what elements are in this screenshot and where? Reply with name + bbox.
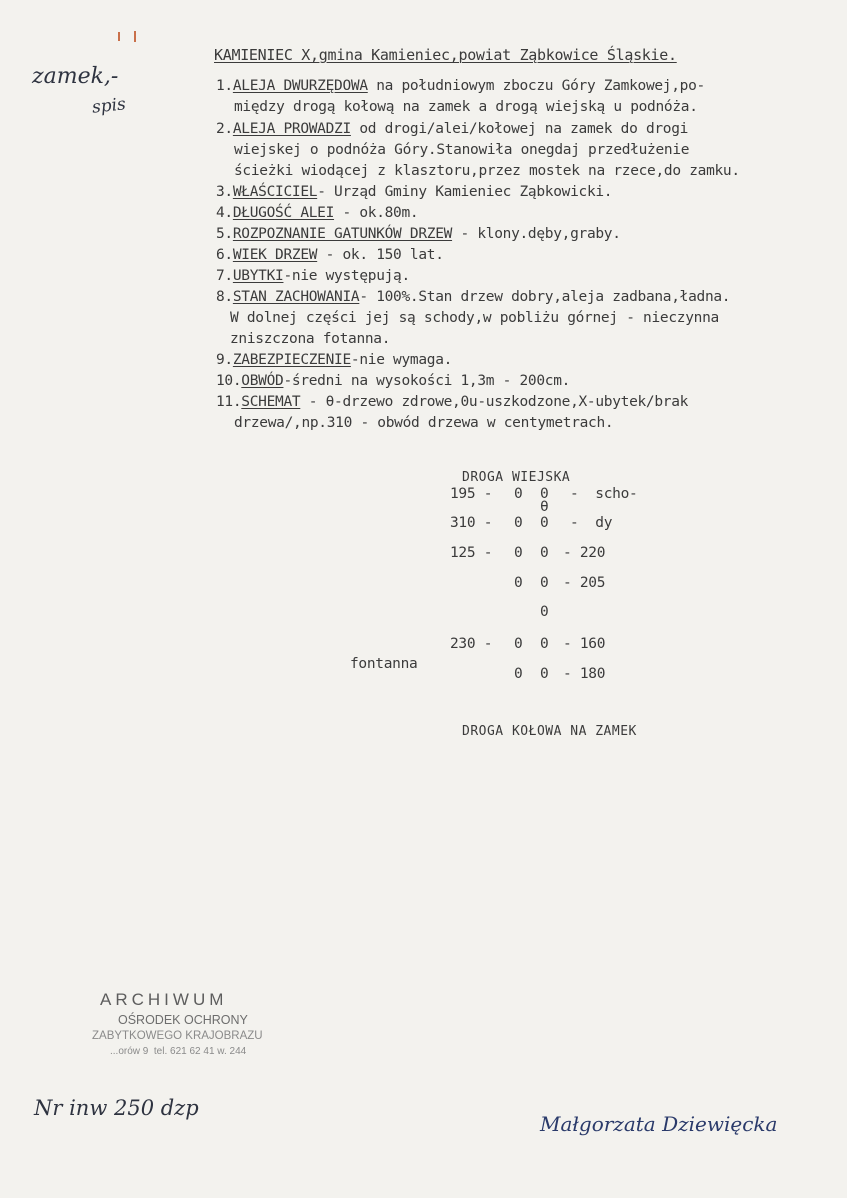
list-item	[216, 352, 452, 368]
red-mark	[118, 32, 120, 41]
schema-tree-col2: 0	[540, 666, 549, 682]
schema-top-label: DROGA WIEJSKA	[462, 470, 571, 485]
item-number: 10.	[216, 373, 242, 389]
schema-row-left: 310 -	[450, 515, 493, 531]
schema-row-right: - 160	[563, 636, 606, 652]
item-number: 5.	[216, 226, 233, 242]
item-text: - 100%.Stan drzew dobry,aleja zadbana,ładna.	[359, 289, 731, 305]
schema-tree-col2: 0	[540, 486, 549, 502]
schema-tree-col2: 0	[540, 545, 549, 561]
list-item	[216, 184, 612, 200]
item-label: ALEJA DWURZĘDOWA	[232, 78, 368, 94]
item-text: na południowym zboczu Góry Zamkowej,po-	[367, 78, 705, 94]
item-continuation: ścieżki wiodącej z klasztoru,przez mostek na rzece,do zamku.	[234, 163, 740, 179]
fountain-label: fontanna	[350, 656, 418, 672]
item-label: ZABEZPIECZENIE	[232, 352, 351, 368]
schema-row-right: - 205	[563, 575, 606, 591]
schema-extra-tree: θ	[540, 499, 549, 515]
item-number: 9.	[216, 352, 233, 368]
stamp-line3: ZABYTKOWEGO KRAJOBRAZU	[92, 1030, 263, 1042]
schema-row-right: - scho-	[570, 486, 638, 502]
item-continuation: zniszczona fotanna.	[230, 331, 391, 347]
schema-bottom-label: DROGA KOŁOWA NA ZAMEK	[462, 724, 637, 739]
schema-row-right: - dy	[570, 515, 613, 531]
schema-tree-col1: 0	[514, 666, 523, 682]
item-text: - Urząd Gminy Kamieniec Ząbkowicki.	[317, 184, 613, 200]
signature: Małgorzata Dziewięcka	[540, 1112, 778, 1136]
item-label: STAN ZACHOWANIA	[232, 289, 360, 305]
schema-tree-col2: 0	[540, 515, 549, 531]
item-label: WIEK DRZEW	[232, 247, 318, 263]
margin-note-line1: zamek,-	[32, 64, 119, 89]
list-item	[216, 373, 570, 389]
item-continuation: między drogą kołową na zamek a drogą wiejską u podnóża.	[234, 99, 698, 115]
item-number: 8.	[216, 289, 233, 305]
list-item	[216, 268, 410, 284]
item-label: ALEJA PROWADZI	[232, 121, 351, 137]
item-text: - θ-drzewo zdrowe,0u-uszkodzone,X-ubytek/brak	[300, 394, 689, 410]
margin-note-line2: spis	[91, 94, 127, 118]
item-text: - ok. 150 lat.	[317, 247, 444, 263]
item-text: - ok.80m.	[334, 205, 419, 221]
schema-tree-col2: 0	[540, 575, 549, 591]
item-text: -nie wymaga.	[350, 352, 453, 368]
item-label: DŁUGOŚĆ ALEI	[232, 205, 335, 221]
item-number: 7.	[216, 268, 233, 284]
list-item	[216, 289, 730, 305]
list-item	[216, 394, 688, 410]
stamp-line2: OŚRODEK OCHRONY	[118, 1013, 248, 1027]
item-number: 11.	[216, 394, 242, 410]
schema-tree-col2: 0	[540, 604, 549, 620]
inventory-note: Nr inw 250 dzp	[34, 1096, 199, 1120]
item-text: od drogi/alei/kołowej na zamek do drogi	[350, 121, 689, 137]
item-label: ROZPOZNANIE GATUNKÓW DRZEW	[232, 226, 453, 242]
item-number: 4.	[216, 205, 233, 221]
item-number: 2.	[216, 121, 233, 137]
stamp-line1: ARCHIWUM	[100, 990, 228, 1009]
schema-tree-col1: 0	[514, 636, 523, 652]
schema-row-left: 195 -	[450, 486, 493, 502]
schema-tree-col1: 0	[514, 545, 523, 561]
list-item	[216, 247, 444, 263]
schema-tree-col2: 0	[540, 636, 549, 652]
item-label: SCHEMAT	[241, 394, 301, 410]
schema-row-right: - 220	[563, 545, 606, 561]
item-continuation: drzewa/,np.310 - obwód drzewa w centymetrach.	[234, 415, 614, 431]
schema-row-left: 230 -	[450, 636, 493, 652]
document-title: KAMIENIEC X,gmina Kamieniec,powiat Ząbkowice Śląskie.	[214, 46, 677, 64]
item-text: -średni na wysokości 1,3m - 200cm.	[283, 373, 571, 389]
red-mark	[134, 31, 136, 42]
schema-tree-col1: 0	[514, 515, 523, 531]
item-text: -nie występują.	[283, 268, 410, 284]
item-continuation: wiejskej o podnóża Góry.Stanowiła onegdaj przedłużenie	[234, 142, 690, 158]
item-label: OBWÓD	[241, 373, 284, 389]
list-item	[216, 205, 418, 221]
item-continuation: W dolnej części jej są schody,w pobliżu górnej - nieczynna	[230, 310, 719, 326]
item-label: UBYTKI	[232, 268, 284, 284]
item-number: 1.	[216, 78, 233, 94]
list-item	[216, 121, 688, 137]
item-label: WŁAŚCICIEL	[232, 184, 318, 200]
schema-tree-col1: 0	[514, 486, 523, 502]
item-text: - klony.dęby,graby.	[452, 226, 621, 242]
list-item	[216, 226, 621, 242]
schema-row-right: - 180	[563, 666, 606, 682]
item-number: 6.	[216, 247, 233, 263]
schema-tree-col1: 0	[514, 575, 523, 591]
schema-row-left: 125 -	[450, 545, 493, 561]
item-number: 3.	[216, 184, 233, 200]
list-item	[216, 78, 705, 94]
stamp-line4: ...orów 9 tel. 621 62 41 w. 244	[110, 1046, 247, 1057]
